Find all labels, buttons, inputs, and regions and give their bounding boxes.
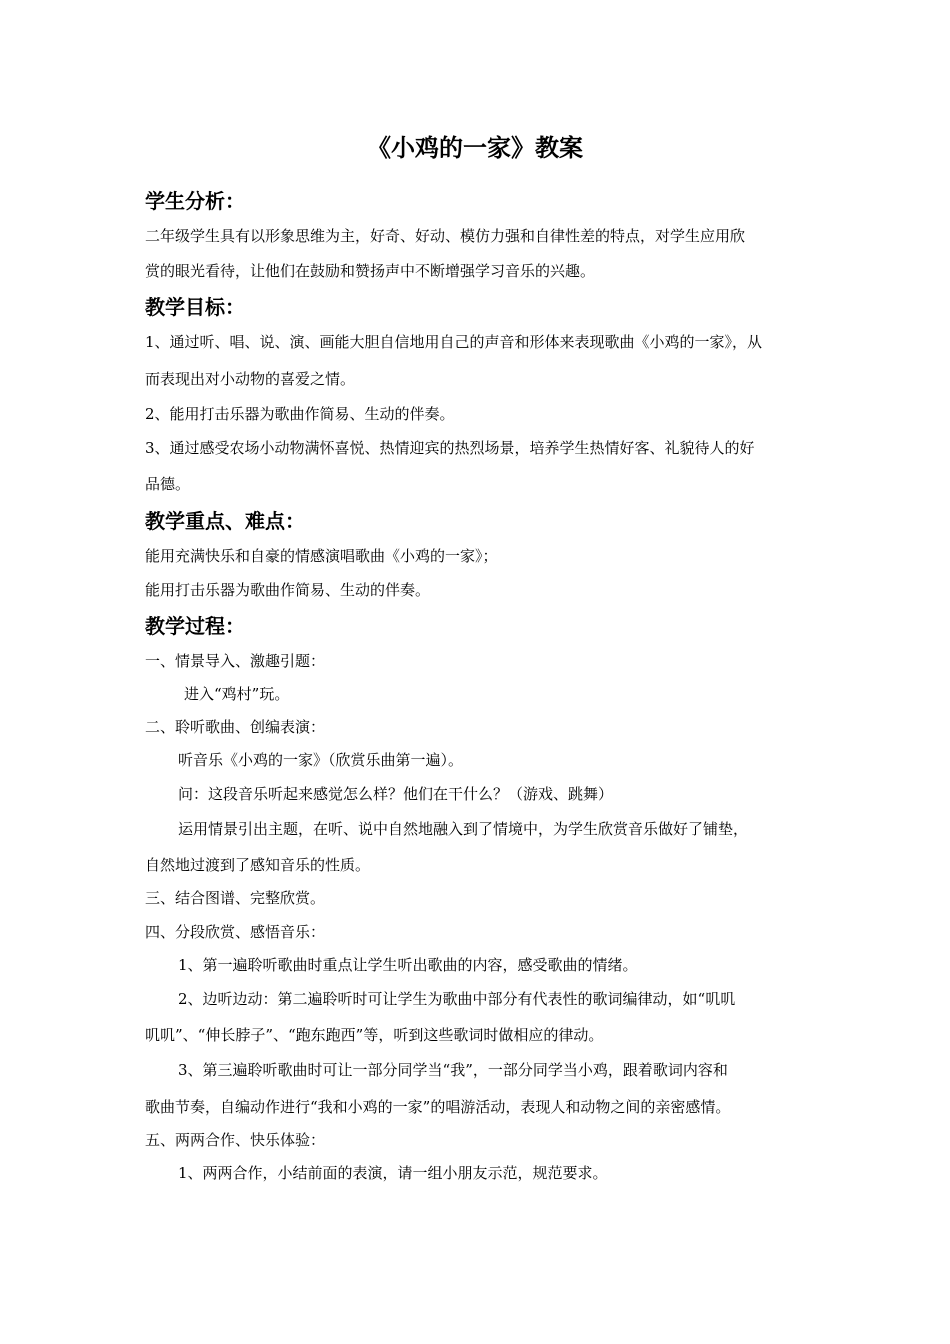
paragraph-line: 而表现出对小动物的喜爱之情。 <box>145 370 356 388</box>
paragraph-line: 赏的眼光看待，让他们在鼓励和赞扬声中不断增强学习音乐的兴趣。 <box>145 262 596 280</box>
paragraph-line: 3、通过感受农场小动物满怀喜悦、热情迎宾的热烈场景，培养学生热情好客、礼貌待人的好 <box>145 439 755 457</box>
heading-key-points: 教学重点、难点： <box>145 509 305 533</box>
paragraph-line: 叽叽”、“伸长脖子”、“跑东跑西”等，听到这些歌词时做相应的律动。 <box>145 1026 604 1044</box>
paragraph-line: 品德。 <box>145 475 191 493</box>
paragraph-line: 二年级学生具有以形象思维为主，好奇、好动、模仿力强和自律性差的特点，对学生应用欣 <box>145 227 746 245</box>
paragraph-line: 3、第三遍聆听歌曲时可让一部分同学当“我”，一部分同学当小鸡，跟着歌词内容和 <box>178 1061 728 1079</box>
paragraph-line: 能用打击乐器为歌曲作简易、生动的伴奏。 <box>145 581 431 599</box>
paragraph-line: 1、两两合作，小结前面的表演，请一组小朋友示范，规范要求。 <box>178 1164 608 1182</box>
paragraph-line: 二、聆听歌曲、创编表演： <box>145 718 326 736</box>
heading-student-analysis: 学生分析： <box>145 189 245 213</box>
heading-teaching-process: 教学过程： <box>145 614 245 638</box>
paragraph-line: 听音乐《小鸡的一家》（欣赏乐曲第一遍）。 <box>178 751 464 769</box>
paragraph-line: 1、第一遍聆听歌曲时重点让学生听出歌曲的内容，感受歌曲的情绪。 <box>178 956 638 974</box>
paragraph-line: 1、通过听、唱、说、演、画能大胆自信地用自己的声音和形体来表现歌曲《小鸡的一家》，从 <box>145 333 763 351</box>
paragraph-line: 2、边听边动：第二遍聆听时可让学生为歌曲中部分有代表性的歌词编律动，如“叽叽 <box>178 990 736 1008</box>
paragraph-line: 四、分段欣赏、感悟音乐： <box>145 923 326 941</box>
document-title: 《小鸡的一家》教案 <box>367 134 583 162</box>
paragraph-line: 五、两两合作、快乐体验： <box>145 1131 326 1149</box>
paragraph-line: 歌曲节奏，自编动作进行“我和小鸡的一家”的唱游活动，表现人和动物之间的亲密感情。 <box>145 1098 731 1116</box>
paragraph-line: 运用情景引出主题，在听、说中自然地融入到了情境中，为学生欣赏音乐做好了铺垫， <box>178 820 749 838</box>
paragraph-line: 2、能用打击乐器为歌曲作简易、生动的伴奏。 <box>145 405 455 423</box>
paragraph-line: 一、情景导入、激趣引题： <box>145 652 326 670</box>
heading-teaching-goals: 教学目标： <box>145 295 245 319</box>
paragraph-line: 进入“鸡村”玩。 <box>184 685 290 703</box>
paragraph-line: 三、结合图谱、完整欣赏。 <box>145 889 326 907</box>
paragraph-line: 能用充满快乐和自豪的情感演唱歌曲《小鸡的一家》； <box>145 547 498 565</box>
paragraph-line: 问：这段音乐听起来感觉怎么样？他们在干什么？（游戏、跳舞） <box>178 785 614 803</box>
paragraph-line: 自然地过渡到了感知音乐的性质。 <box>145 856 371 874</box>
